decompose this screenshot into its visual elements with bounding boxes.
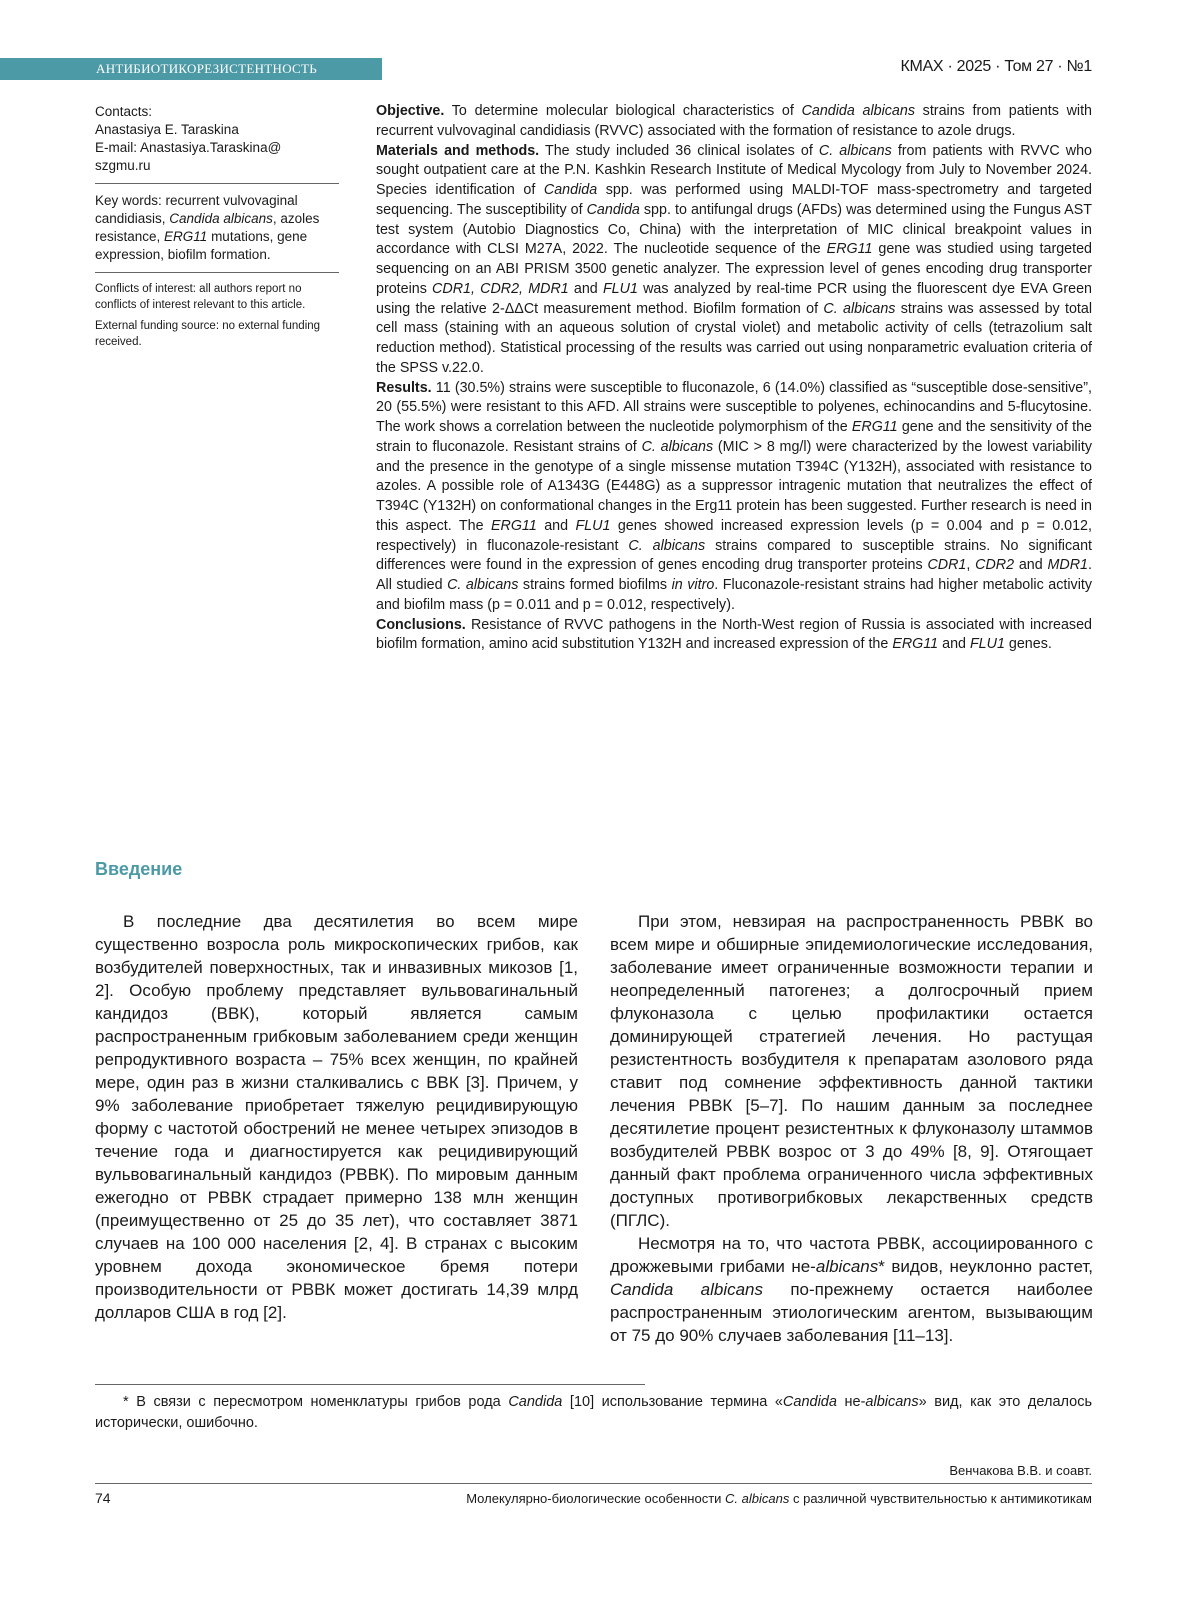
keywords: Key words: recurrent vulvovaginal candidiasis, Candida albicans, azoles resistance, ERG11 mutations, gene expression, biofilm formation. bbox=[95, 192, 339, 264]
italic-term: ERG11 bbox=[852, 419, 898, 435]
divider bbox=[95, 272, 339, 273]
italic-term: C. albicans bbox=[725, 1491, 789, 1506]
funding-source: External funding source: no external funding received. bbox=[95, 318, 339, 350]
italic-term: C. albicans bbox=[447, 577, 518, 593]
bold-label: Results. bbox=[376, 380, 432, 396]
italic-term: CDR2 bbox=[975, 557, 1014, 573]
page-number: 74 bbox=[95, 1490, 111, 1506]
italic-term: Candida bbox=[544, 182, 597, 198]
italic-term: Candida albicans bbox=[610, 1280, 763, 1299]
paragraph: В последние два десятилетия во всем мире существенно возросла роль микроскопических грибов, как возбудителей поверхностных, так и инвазивных микозов [1, 2]. Особую проблему представляет вульвовагинальный кандидоз (ВВК), который является самым распространенным грибковым заболеванием среди женщин репродуктивного возраста – 75% всех женщин, по крайней мере, один раз в жизни сталкивались с ВВК [3]. Причем, у 9% заболевание приобретает тяжелую рецидивирующую форму с частотой обострений не менее четырех эпизодов в течение года и диагностируется как рецидивирующий вульвовагинальный кандидоз (РВВК). По мировым данным ежегодно от РВВК страдает примерно 138 млн женщин (преимущественно от 25 до 35 лет), что составляет 3871 случаев на 100 000 населения [2, 4]. В странах с высоким уровнем дохода экономическое бремя потери производительности от РВВК может достигать 14,39 млрд долларов США в год [2]. bbox=[95, 910, 578, 1324]
right-column bbox=[610, 910, 1093, 1347]
italic-term: Candida albicans bbox=[169, 211, 273, 226]
abstract-results: Results. 11 (30.5%) strains were susceptible to fluconazole, 6 (14.0%) classified as “susceptible dose-sensitive”, 20 (55.5%) were resistant to this AFD. All strains were susceptible to polyenes, echinocandins and 5-flucytosine. The work shows a correlation between the nucleotide polymorphism of the ERG11 gene and the sensitivity of the strain to fluconazole. Resistant strains of C. albicans (MIC > 8 mg/l) were characterized by the lowest variability and the presence in the genotype of a single missense mutation T394C (Y132H), associated with resistance to azoles. A possible role of A1343G (E448G) as a suppressor intragenic mutation that neutralizes the effect of T394C (Y132H) on conformational changes in the Erg11 protein has been suggested. Further research is need in this aspect. The ERG11 and FLU1 genes showed increased expression levels (p = 0.004 and p = 0.012, respectively) in fluconazole-resistant C. albicans strains compared to susceptible strains. No significant differences were found in the expression of genes encoding drug transporter proteins CDR1, CDR2 and MDR1. All studied C. albicans strains formed biofilms in vitro. Fluconazole-resistant strains had higher metabolic activity and biofilm mass (p = 0.011 and p = 0.012, respectively). bbox=[376, 379, 1092, 616]
contact-name: Anastasiya E. Taraskina bbox=[95, 121, 339, 139]
abstract bbox=[376, 102, 1092, 655]
italic-term: Candida bbox=[587, 202, 640, 218]
bold-label: Objective. bbox=[376, 103, 444, 119]
contacts-label: Contacts: bbox=[95, 103, 339, 121]
section-heading: Введение bbox=[95, 859, 182, 880]
italic-term: C. albicans bbox=[819, 143, 892, 159]
italic-term: ERG11 bbox=[491, 518, 537, 534]
divider bbox=[95, 183, 339, 184]
paragraph: При этом, невзирая на распространенность РВВК во всем мире и обширные эпидемиологические исследования, заболевание имеет ограниченные возможности терапии и неопределенный патогенез; а долгосрочный прием флуконазола с целью профилактики остается доминирующей стратегией лечения. Но растущая резистентность возбудителя к препаратам азолового ряда ставит под сомнение эффективность данной тактики лечения РВВК [5–7]. По нашим данным за последнее десятилетие процент резистентных к флуконазолу штаммов возбудителей РВВК возрос от 3 до 49% [8, 9]. Отягощает данный факт проблема ограниченного числа эффективных доступных противогрибковых лекарственных средств (ПГЛС). bbox=[610, 910, 1093, 1232]
bold-label: Conclusions. bbox=[376, 617, 466, 633]
italic-term: ERG11 bbox=[827, 241, 873, 257]
italic-term: FLU1 bbox=[575, 518, 610, 534]
italic-term: C. albicans bbox=[823, 301, 895, 317]
footnote: * В связи с пересмотром номенклатуры грибов рода Candida [10] использование термина «Candida не-albicans» вид, как это делалось исторически, ошибочно. bbox=[95, 1392, 1092, 1434]
contact-email: E-mail: Anastasiya.Taraskina@ bbox=[95, 139, 339, 157]
sidebar bbox=[95, 103, 339, 355]
paragraph: Несмотря на то, что частота РВВК, ассоциированного с дрожжевыми грибами не-albicans* видов, неуклонно растет, Candida albicans по-прежнему остается наиболее распространенным этиологическим агентом, вызывающим от 75 до 90% случаев заболевания [11–13]. bbox=[610, 1232, 1093, 1347]
italic-term: FLU1 bbox=[970, 636, 1005, 652]
italic-term: Candida bbox=[783, 1394, 837, 1410]
conflicts-of-interest: Conflicts of interest: all authors report no conflicts of interest relevant to this article. bbox=[95, 281, 339, 313]
authors: Венчакова В.В. и соавт. bbox=[949, 1463, 1092, 1478]
italic-term: Candida bbox=[508, 1394, 562, 1410]
footnote-divider bbox=[95, 1384, 645, 1385]
italic-term: FLU1 bbox=[603, 281, 638, 297]
italic-term: ERG11 bbox=[892, 636, 938, 652]
footer-divider bbox=[95, 1483, 1092, 1484]
contact-email-domain: szgmu.ru bbox=[95, 157, 339, 175]
running-title: Молекулярно-биологические особенности C. albicans с различной чувствительностью к антимикотикам bbox=[466, 1491, 1092, 1506]
abstract-conclusions: Conclusions. Resistance of RVVC pathogens in the North-West region of Russia is associated with increased biofilm formation, amino acid substitution Y132H and increased expression of the ERG11 and FLU1 genes. bbox=[376, 616, 1092, 656]
italic-term: C. albicans bbox=[642, 439, 714, 455]
bold-label: Materials and methods. bbox=[376, 143, 539, 159]
italic-term: albicans bbox=[816, 1257, 878, 1276]
section-title: АНТИБИОТИКОРЕЗИСТЕНТНОСТЬ bbox=[96, 61, 317, 77]
italic-term: CDR1 bbox=[927, 557, 966, 573]
abstract-methods: Materials and methods. The study included 36 clinical isolates of C. albicans from patients with RVVC who sought outpatient care at the P.N. Kashkin Research Institute of Medical Mycology from July to November 2024. Species identification of Candida spp. was performed using MALDI-TOF mass-spectrometry and targeted sequencing. The susceptibility of Candida spp. to antifungal drugs (AFDs) was determined using the Fungus AST test system (Autobio Diagnostics Co, China) with the interpretation of MIC clinical breakpoint values in accordance with CLSI M27A, 2022. The nucleotide sequence of the ERG11 gene was studied using targeted sequencing on an ABI PRISM 3500 genetic analyzer. The expression level of genes encoding drug transporter proteins CDR1, CDR2, MDR1 and FLU1 was analyzed by real-time PCR using the fluorescent dye EVA Green using the relative 2-ΔΔCt measurement method. Biofilm formation of C. albicans strains was assessed by total cell mass (staining with an aqueous solution of crystal violet) and metabolic activity of cells (tetrazolium salt reduction method). Statistical processing of the results was carried out using nonparametric evaluation criteria of the SPSS v.22.0. bbox=[376, 142, 1092, 379]
abstract-objective: Objective. To determine molecular biological characteristics of Candida albicans strains from patients with recurrent vulvovaginal candidiasis (RVVC) associated with the formation of resistance to azole drugs. bbox=[376, 102, 1092, 142]
left-column bbox=[95, 910, 578, 1324]
italic-term: Candida albicans bbox=[802, 103, 915, 119]
section-banner bbox=[0, 58, 382, 80]
italic-term: ERG11 bbox=[164, 229, 207, 244]
italic-term: MDR1 bbox=[1047, 557, 1088, 573]
italic-term: C. albicans bbox=[628, 538, 705, 554]
italic-term: albicans bbox=[865, 1394, 918, 1410]
italic-term: in vitro bbox=[672, 577, 715, 593]
journal-info: КМАХ · 2025 · Том 27 · №1 bbox=[901, 58, 1092, 76]
italic-term: CDR1, CDR2, MDR1 bbox=[432, 281, 569, 297]
